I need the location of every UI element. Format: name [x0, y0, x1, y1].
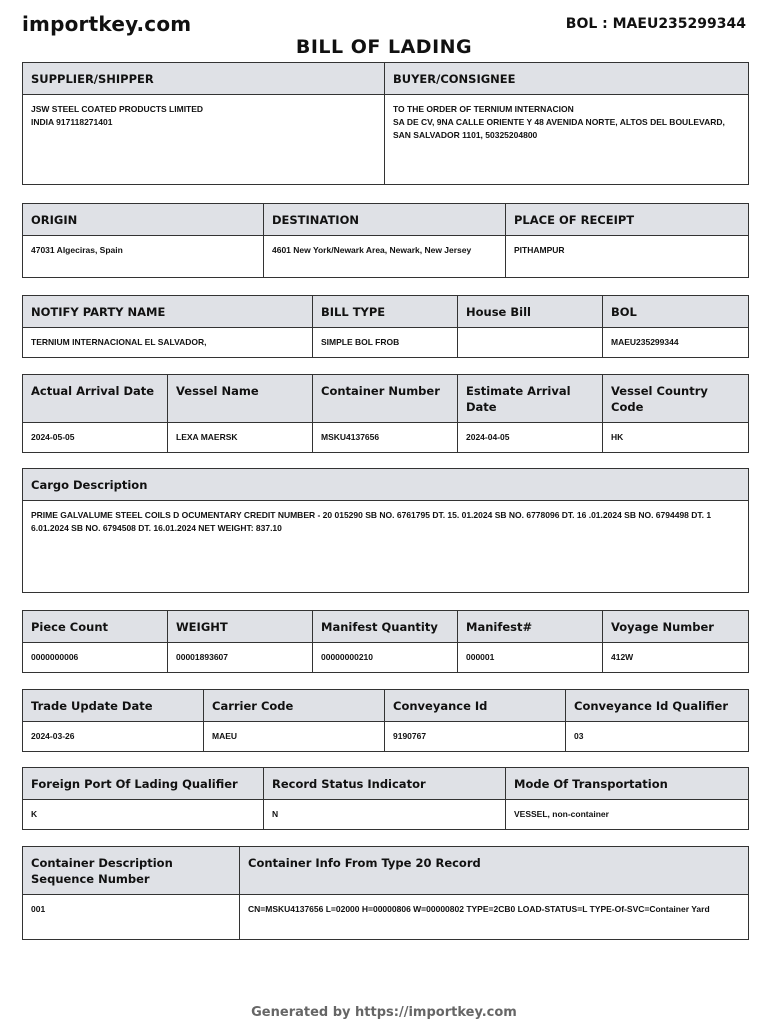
buyer-cell: [385, 95, 749, 185]
brand-logo-text: importkey.com: [22, 12, 192, 36]
estimate-arrival-value: 2024-04-05: [458, 423, 603, 453]
receipt-value: PITHAMPUR: [506, 236, 749, 278]
weight-header: WEIGHT: [168, 611, 313, 643]
supplier-details: INDIA 917118271401: [31, 117, 113, 127]
quantities-table: [22, 610, 749, 673]
cargo-description: PRIME GALVALUME STEEL COILS D OCUMENTARY CREDIT NUMBER - 20 015290 SB NO. 6761795 DT. 15. 01.2024 SB NO. 6778096 DT. 16 .01.2024 SB NO. 6794498 DT. 1 6.01.2024 SB NO. 6794508 DT. 16.01.2024 NET WEIGHT: 837.10: [23, 501, 749, 593]
status-table: [22, 767, 749, 830]
notify-table: [22, 295, 749, 358]
piece-count-header: Piece Count: [23, 611, 168, 643]
origin-value: 47031 Algeciras, Spain: [23, 236, 264, 278]
record-status-header: Record Status Indicator: [264, 768, 506, 800]
vessel-name-header: Vessel Name: [168, 375, 313, 423]
cargo-header: Cargo Description: [23, 469, 749, 501]
bol-value: MAEU235299344: [603, 328, 749, 358]
supplier-cell: [23, 95, 385, 185]
cargo-table: [22, 468, 749, 593]
actual-arrival-header: Actual Arrival Date: [23, 375, 168, 423]
carrier-code-header: Carrier Code: [204, 690, 385, 722]
supplier-header: SUPPLIER/SHIPPER: [23, 63, 385, 95]
vessel-country-value: HK: [603, 423, 749, 453]
container-number-value: MSKU4137656: [313, 423, 458, 453]
supplier-name: JSW STEEL COATED PRODUCTS LIMITED: [31, 104, 204, 114]
piece-count-value: 0000000006: [23, 643, 168, 673]
container-number-header: Container Number: [313, 375, 458, 423]
page-title: BILL OF LADING: [295, 36, 473, 58]
vessel-name-value: LEXA MAERSK: [168, 423, 313, 453]
vessel-country-header: Vessel Country Code: [603, 375, 749, 423]
manifest-number-header: Manifest#: [458, 611, 603, 643]
notify-party-header: NOTIFY PARTY NAME: [23, 296, 313, 328]
conveyance-qualifier-value: 03: [566, 722, 749, 752]
sequence-number-header: Container Description Sequence Number: [23, 847, 240, 895]
sequence-number-value: 001: [23, 895, 240, 940]
bol-header: BOL: [603, 296, 749, 328]
container-info-table: [22, 846, 749, 940]
voyage-number-value: 412W: [603, 643, 749, 673]
trade-update-value: 2024-03-26: [23, 722, 204, 752]
foreign-port-value: K: [23, 800, 264, 830]
route-table: [22, 203, 749, 278]
buyer-address: SA DE CV, 9NA CALLE ORIENTE Y 48 AVENIDA NORTE, ALTOS DEL BOULEVARD, SAN SALVADOR 1101, 50325204800: [393, 117, 725, 140]
trade-table: [22, 689, 749, 752]
transport-mode-value: VESSEL, non-container: [506, 800, 749, 830]
actual-arrival-value: 2024-05-05: [23, 423, 168, 453]
house-bill-header: House Bill: [458, 296, 603, 328]
manifest-number-value: 000001: [458, 643, 603, 673]
carrier-code-value: MAEU: [204, 722, 385, 752]
house-bill-value: [458, 328, 603, 358]
bill-type-value: SIMPLE BOL FROB: [313, 328, 458, 358]
manifest-quantity-header: Manifest Quantity: [313, 611, 458, 643]
conveyance-qualifier-header: Conveyance Id Qualifier: [566, 690, 749, 722]
transport-mode-header: Mode Of Transportation: [506, 768, 749, 800]
parties-table: [22, 62, 749, 185]
arrival-table: [22, 374, 749, 453]
trade-update-header: Trade Update Date: [23, 690, 204, 722]
origin-header: ORIGIN: [23, 204, 264, 236]
notify-party-value: TERNIUM INTERNACIONAL EL SALVADOR,: [23, 328, 313, 358]
footer-generated-by: Generated by https://importkey.com: [251, 1005, 517, 1020]
foreign-port-header: Foreign Port Of Lading Qualifier: [23, 768, 264, 800]
receipt-header: PLACE OF RECEIPT: [506, 204, 749, 236]
weight-value: 00001893607: [168, 643, 313, 673]
manifest-quantity-value: 00000000210: [313, 643, 458, 673]
record-status-value: N: [264, 800, 506, 830]
voyage-number-header: Voyage Number: [603, 611, 749, 643]
estimate-arrival-header: Estimate Arrival Date: [458, 375, 603, 423]
container-info-value: CN=MSKU4137656 L=02000 H=00000806 W=00000802 TYPE=2CB0 LOAD-STATUS=L TYPE-Of-SVC=Container Yard: [240, 895, 749, 940]
buyer-name: TO THE ORDER OF TERNIUM INTERNACION: [393, 104, 574, 114]
conveyance-id-value: 9190767: [385, 722, 566, 752]
destination-header: DESTINATION: [264, 204, 506, 236]
bill-type-header: BILL TYPE: [313, 296, 458, 328]
buyer-header: BUYER/CONSIGNEE: [385, 63, 749, 95]
container-info-header: Container Info From Type 20 Record: [240, 847, 749, 895]
bol-reference: BOL : MAEU235299344: [565, 16, 746, 32]
conveyance-id-header: Conveyance Id: [385, 690, 566, 722]
destination-value: 4601 New York/Newark Area, Newark, New Jersey: [264, 236, 506, 278]
